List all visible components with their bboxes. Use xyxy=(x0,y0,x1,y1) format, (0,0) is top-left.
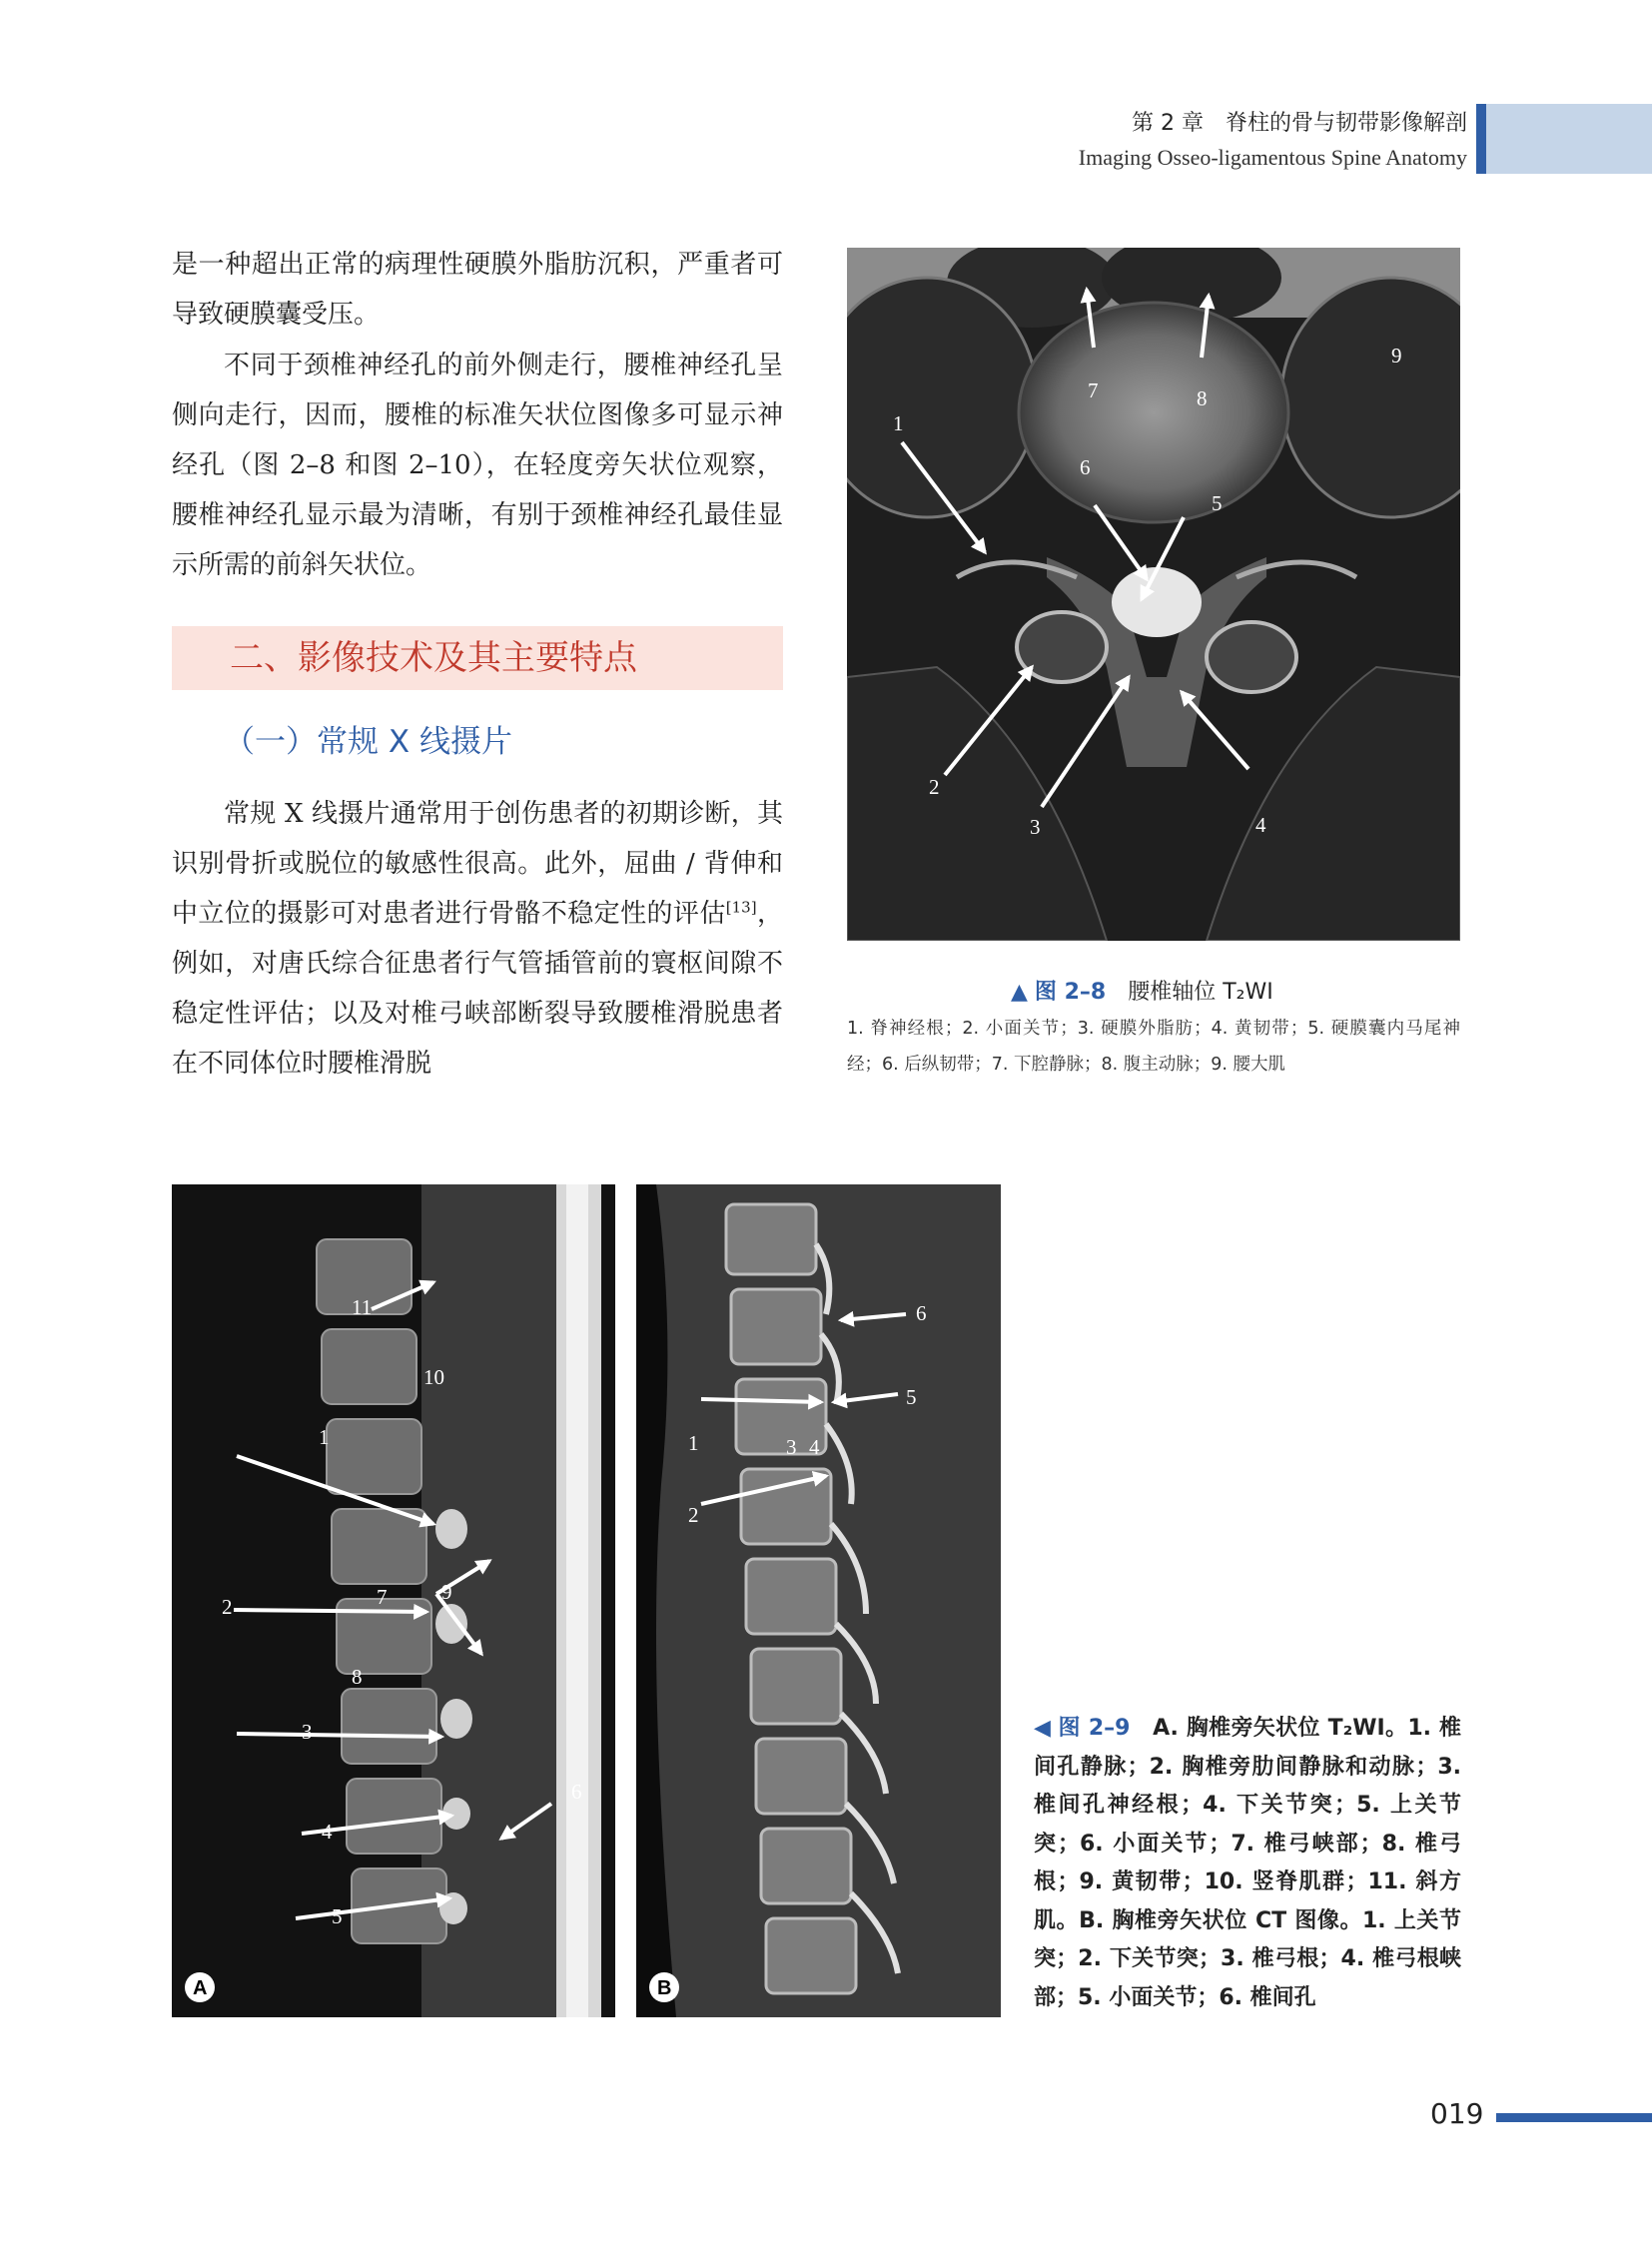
citation-ref[interactable]: [13] xyxy=(725,898,757,917)
paragraph-3 xyxy=(172,789,783,1089)
figure-2-9-number: 图 2–9 xyxy=(1058,1716,1131,1741)
figure-2-9-caption xyxy=(1034,1710,1461,2017)
fig29b-label-5: 5 xyxy=(906,1385,917,1409)
panel-a-badge: A xyxy=(193,1977,208,1999)
paragraph-2: 不同于颈椎神经孔的前外侧走行，腰椎神经孔呈侧向走行，因而，腰椎的标准矢状位图像多可显示神经孔（图 2–8 和图 2–10），在轻度旁矢状位观察，腰椎神经孔显示最为清晰，有别于颈椎神经孔最佳显示所需的前斜矢状位。 xyxy=(172,351,783,580)
fig29a-label-4: 4 xyxy=(322,1820,333,1844)
figure-2-9a-image xyxy=(172,1184,615,2017)
figure-2-9-caption-a-items: 1. 椎间孔静脉；2. 胸椎旁肋间静脉和动脉；3. 椎间孔神经根；4. 下关节突；5. 上关节突；6. 小面关节；7. 椎弓峡部；8. 椎弓根；9. 黄韧带；10. 竖脊肌群；11. 斜方肌。 xyxy=(1034,1716,1461,1933)
fig29a-label-2: 2 xyxy=(222,1595,233,1619)
header-tab-edge xyxy=(1476,104,1486,174)
paragraph-3-text-b: ，例如，对唐氏综合征患者行气管插管前的寰枢间隙不稳定性评估；以及对椎弓峡部断裂导致腰椎滑脱患者在不同体位时腰椎滑脱 xyxy=(172,899,783,1079)
figure-2-9-caption-a-title: A. 胸椎旁矢状位 T₂WI。 xyxy=(1153,1716,1408,1741)
fig29a-label-3: 3 xyxy=(302,1720,313,1744)
fig28-label-4: 4 xyxy=(1255,813,1266,837)
figure-2-9-caption-b-title: B. 胸椎旁矢状位 CT 图像。 xyxy=(1079,1907,1362,1933)
fig28-label-6: 6 xyxy=(1080,455,1091,479)
fig28-label-9: 9 xyxy=(1391,344,1402,368)
fig28-label-3: 3 xyxy=(1030,815,1041,839)
fig28-label-2: 2 xyxy=(929,775,940,799)
fig29a-label-11: 11 xyxy=(352,1295,373,1319)
fig29a-label-7: 7 xyxy=(377,1585,388,1609)
paragraph-1: 是一种超出正常的病理性硬膜外脂肪沉积，严重者可导致硬膜囊受压。 xyxy=(172,250,783,330)
paragraph-3-text-a: 常规 X 线摄片通常用于创伤患者的初期诊断，其识别骨折或脱位的敏感性很高。此外，屈曲 / 背伸和中立位的摄影可对患者进行骨骼不稳定性的评估 xyxy=(172,799,783,929)
fig29b-label-3: 3 xyxy=(786,1435,797,1459)
fig28-label-5: 5 xyxy=(1212,491,1223,515)
fig29b-label-2: 2 xyxy=(688,1503,699,1527)
chapter-title-cn: 第 2 章 脊柱的骨与韧带影像解剖 xyxy=(1132,111,1467,136)
fig29a-label-8: 8 xyxy=(352,1665,363,1689)
figure-2-8-caption: 1. 脊神经根；2. 小面关节；3. 硬膜外脂肪；4. 黄韧带；5. 硬膜囊内马尾神经；6. 后纵韧带；7. 下腔静脉；8. 腹主动脉；9. 腰大肌 xyxy=(847,1019,1460,1075)
chapter-title-en: Imaging Osseo-ligamentous Spine Anatomy xyxy=(1078,145,1467,170)
figure-2-9b-image xyxy=(636,1184,1001,2017)
fig29a-label-1: 1 xyxy=(319,1425,330,1449)
header-tab xyxy=(1476,104,1652,174)
figure-2-8-title: 腰椎轴位 T₂WI xyxy=(1128,980,1273,1005)
figure-2-9-caption-b-items: 1. 上关节突；2. 下关节突；3. 椎弓根；4. 椎弓根峡部；5. 小面关节；6. 椎间孔 xyxy=(1034,1907,1461,2010)
fig29b-label-4: 4 xyxy=(809,1435,820,1459)
fig29b-label-6: 6 xyxy=(916,1301,927,1325)
fig29a-label-9: 9 xyxy=(441,1580,452,1604)
fig29a-label-5: 5 xyxy=(332,1904,343,1928)
subsection-title: （一）常规 X 线摄片 xyxy=(224,724,512,760)
fig29a-label-6: 6 xyxy=(571,1780,582,1804)
page-number: 019 xyxy=(1430,2097,1484,2130)
fig28-label-8: 8 xyxy=(1197,386,1208,410)
figure-2-9-marker: ◀ xyxy=(1034,1716,1052,1741)
fig28-label-1: 1 xyxy=(893,411,904,435)
panel-b-badge: B xyxy=(657,1977,672,1999)
section-title: 二、影像技术及其主要特点 xyxy=(230,638,637,678)
fig29a-label-10: 10 xyxy=(423,1365,444,1389)
footer-bar xyxy=(1496,2113,1652,2122)
fig28-label-7: 7 xyxy=(1088,378,1099,402)
figure-2-8-caption-title xyxy=(1011,975,1273,1006)
figure-2-8-number: 图 2–8 xyxy=(1034,980,1107,1005)
figure-2-8-image xyxy=(847,248,1460,941)
fig29b-label-1: 1 xyxy=(688,1431,699,1455)
figure-2-8-marker: ▲ xyxy=(1011,980,1028,1005)
